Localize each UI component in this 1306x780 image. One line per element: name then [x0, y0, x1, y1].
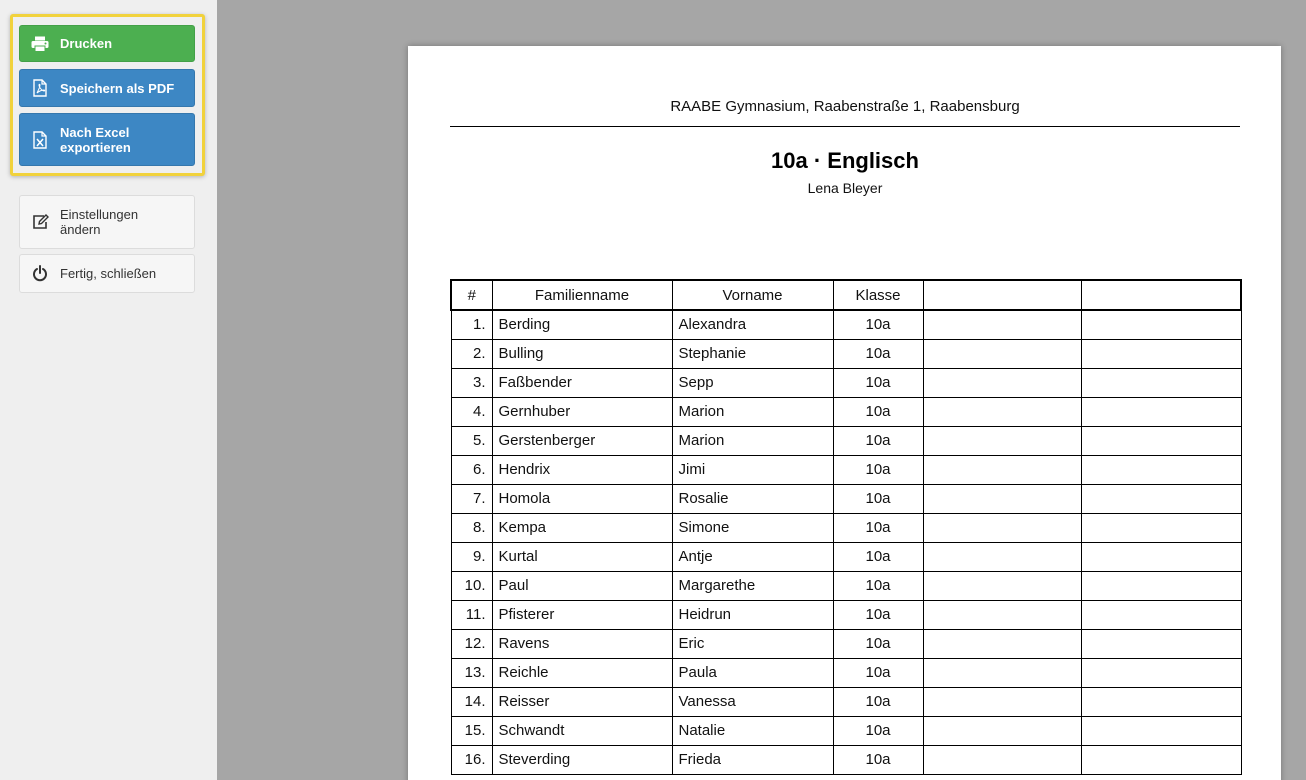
table-row	[451, 658, 1241, 687]
row-firstname: Natalie	[672, 716, 833, 745]
row-blank-cell	[1081, 339, 1241, 368]
row-firstname: Vanessa	[672, 687, 833, 716]
row-blank-cell	[1081, 687, 1241, 716]
power-icon	[20, 265, 60, 282]
column-header-number: #	[451, 280, 492, 310]
row-number: 7.	[451, 484, 492, 513]
row-blank-cell	[1081, 600, 1241, 629]
table-row	[451, 513, 1241, 542]
row-class: 10a	[833, 658, 923, 687]
table-row	[451, 745, 1241, 774]
row-blank-cell	[1081, 629, 1241, 658]
row-blank-cell	[1081, 484, 1241, 513]
column-header-lastname: Familienname	[492, 280, 672, 310]
row-number: 15.	[451, 716, 492, 745]
row-number: 10.	[451, 571, 492, 600]
row-class: 10a	[833, 600, 923, 629]
row-blank-cell	[1081, 658, 1241, 687]
row-number: 8.	[451, 513, 492, 542]
row-lastname: Faßbender	[492, 368, 672, 397]
row-class: 10a	[833, 339, 923, 368]
row-blank-cell	[1081, 716, 1241, 745]
row-class: 10a	[833, 745, 923, 774]
row-blank-cell	[923, 397, 1081, 426]
row-blank-cell	[923, 629, 1081, 658]
table-row	[451, 455, 1241, 484]
row-class: 10a	[833, 687, 923, 716]
row-lastname: Pfisterer	[492, 600, 672, 629]
row-number: 5.	[451, 426, 492, 455]
row-firstname: Marion	[672, 397, 833, 426]
row-lastname: Reisser	[492, 687, 672, 716]
row-lastname: Paul	[492, 571, 672, 600]
row-lastname: Hendrix	[492, 455, 672, 484]
column-header-blank-1	[923, 280, 1081, 310]
row-number: 3.	[451, 368, 492, 397]
row-firstname: Marion	[672, 426, 833, 455]
row-lastname: Ravens	[492, 629, 672, 658]
row-lastname: Schwandt	[492, 716, 672, 745]
row-lastname: Gernhuber	[492, 397, 672, 426]
row-blank-cell	[923, 513, 1081, 542]
export-excel-button[interactable]	[19, 113, 195, 166]
row-class: 10a	[833, 484, 923, 513]
table-row	[451, 397, 1241, 426]
row-class: 10a	[833, 542, 923, 571]
row-blank-cell	[1081, 426, 1241, 455]
change-settings-button[interactable]	[19, 195, 195, 249]
row-number: 2.	[451, 339, 492, 368]
row-lastname: Reichle	[492, 658, 672, 687]
table-row	[451, 629, 1241, 658]
row-number: 13.	[451, 658, 492, 687]
row-class: 10a	[833, 716, 923, 745]
row-number: 6.	[451, 455, 492, 484]
row-blank-cell	[923, 542, 1081, 571]
row-blank-cell	[923, 571, 1081, 600]
row-blank-cell	[923, 484, 1081, 513]
student-table	[450, 279, 1242, 775]
table-row	[451, 716, 1241, 745]
row-blank-cell	[1081, 310, 1241, 339]
table-row	[451, 310, 1241, 339]
row-blank-cell	[923, 310, 1081, 339]
row-lastname: Gerstenberger	[492, 426, 672, 455]
save-pdf-button[interactable]	[19, 69, 195, 107]
row-blank-cell	[923, 745, 1081, 774]
row-number: 14.	[451, 687, 492, 716]
row-firstname: Heidrun	[672, 600, 833, 629]
row-firstname: Antje	[672, 542, 833, 571]
row-blank-cell	[923, 368, 1081, 397]
row-firstname: Stephanie	[672, 339, 833, 368]
print-button-label: Drucken	[60, 36, 113, 51]
row-blank-cell	[1081, 513, 1241, 542]
print-button[interactable]	[19, 25, 195, 62]
sidebar	[0, 0, 217, 780]
table-row	[451, 426, 1241, 455]
table-row	[451, 484, 1241, 513]
teacher-name: Lena Bleyer	[807, 180, 883, 196]
row-blank-cell	[923, 658, 1081, 687]
row-lastname: Kempa	[492, 513, 672, 542]
row-class: 10a	[833, 310, 923, 339]
table-row	[451, 600, 1241, 629]
excel-file-icon	[20, 131, 60, 149]
row-number: 11.	[451, 600, 492, 629]
settings-label-line1: Einstellungen	[60, 207, 139, 222]
school-header: RAABE Gymnasium, Raabenstraße 1, Raabensburg	[670, 98, 1020, 115]
pdf-file-icon	[20, 79, 60, 97]
row-number: 12.	[451, 629, 492, 658]
row-firstname: Paula	[672, 658, 833, 687]
table-row	[451, 542, 1241, 571]
row-blank-cell	[923, 716, 1081, 745]
column-header-class: Klasse	[833, 280, 923, 310]
edit-icon	[20, 214, 60, 230]
table-row	[451, 368, 1241, 397]
table-row	[451, 687, 1241, 716]
row-firstname: Jimi	[672, 455, 833, 484]
row-number: 9.	[451, 542, 492, 571]
column-header-firstname: Vorname	[672, 280, 833, 310]
table-row	[451, 571, 1241, 600]
row-class: 10a	[833, 426, 923, 455]
row-class: 10a	[833, 629, 923, 658]
row-firstname: Frieda	[672, 745, 833, 774]
row-class: 10a	[833, 397, 923, 426]
document-title: 10a · Englisch	[771, 148, 919, 173]
row-blank-cell	[1081, 542, 1241, 571]
row-blank-cell	[1081, 455, 1241, 484]
row-number: 4.	[451, 397, 492, 426]
row-lastname: Steverding	[492, 745, 672, 774]
row-lastname: Bulling	[492, 339, 672, 368]
column-header-blank-2	[1081, 280, 1241, 310]
row-firstname: Eric	[672, 629, 833, 658]
row-firstname: Rosalie	[672, 484, 833, 513]
row-lastname: Homola	[492, 484, 672, 513]
printer-icon	[20, 36, 60, 52]
row-blank-cell	[923, 455, 1081, 484]
row-class: 10a	[833, 368, 923, 397]
change-settings-button-label	[60, 207, 138, 237]
row-class: 10a	[833, 455, 923, 484]
row-blank-cell	[1081, 745, 1241, 774]
table-header-row	[451, 280, 1241, 310]
export-excel-label-line1: Nach Excel	[60, 124, 130, 140]
done-close-button-label: Fertig, schließen	[60, 266, 157, 281]
row-firstname: Alexandra	[672, 310, 833, 339]
save-pdf-button-label: Speichern als PDF	[60, 80, 175, 96]
row-number: 1.	[451, 310, 492, 339]
row-firstname: Sepp	[672, 368, 833, 397]
row-blank-cell	[1081, 571, 1241, 600]
row-blank-cell	[1081, 397, 1241, 426]
table-row	[451, 339, 1241, 368]
done-close-button[interactable]	[19, 254, 195, 293]
row-blank-cell	[923, 687, 1081, 716]
row-blank-cell	[1081, 368, 1241, 397]
settings-label-line2: ändern	[60, 222, 101, 237]
export-excel-label-line2: exportieren	[60, 139, 131, 155]
export-excel-button-label	[60, 125, 131, 155]
print-preview-page	[408, 46, 1281, 780]
row-firstname: Margarethe	[672, 571, 833, 600]
header-divider	[450, 126, 1240, 127]
row-lastname: Berding	[492, 310, 672, 339]
row-class: 10a	[833, 513, 923, 542]
row-blank-cell	[923, 600, 1081, 629]
row-blank-cell	[923, 426, 1081, 455]
row-lastname: Kurtal	[492, 542, 672, 571]
row-class: 10a	[833, 571, 923, 600]
row-number: 16.	[451, 745, 492, 774]
row-firstname: Simone	[672, 513, 833, 542]
row-blank-cell	[923, 339, 1081, 368]
